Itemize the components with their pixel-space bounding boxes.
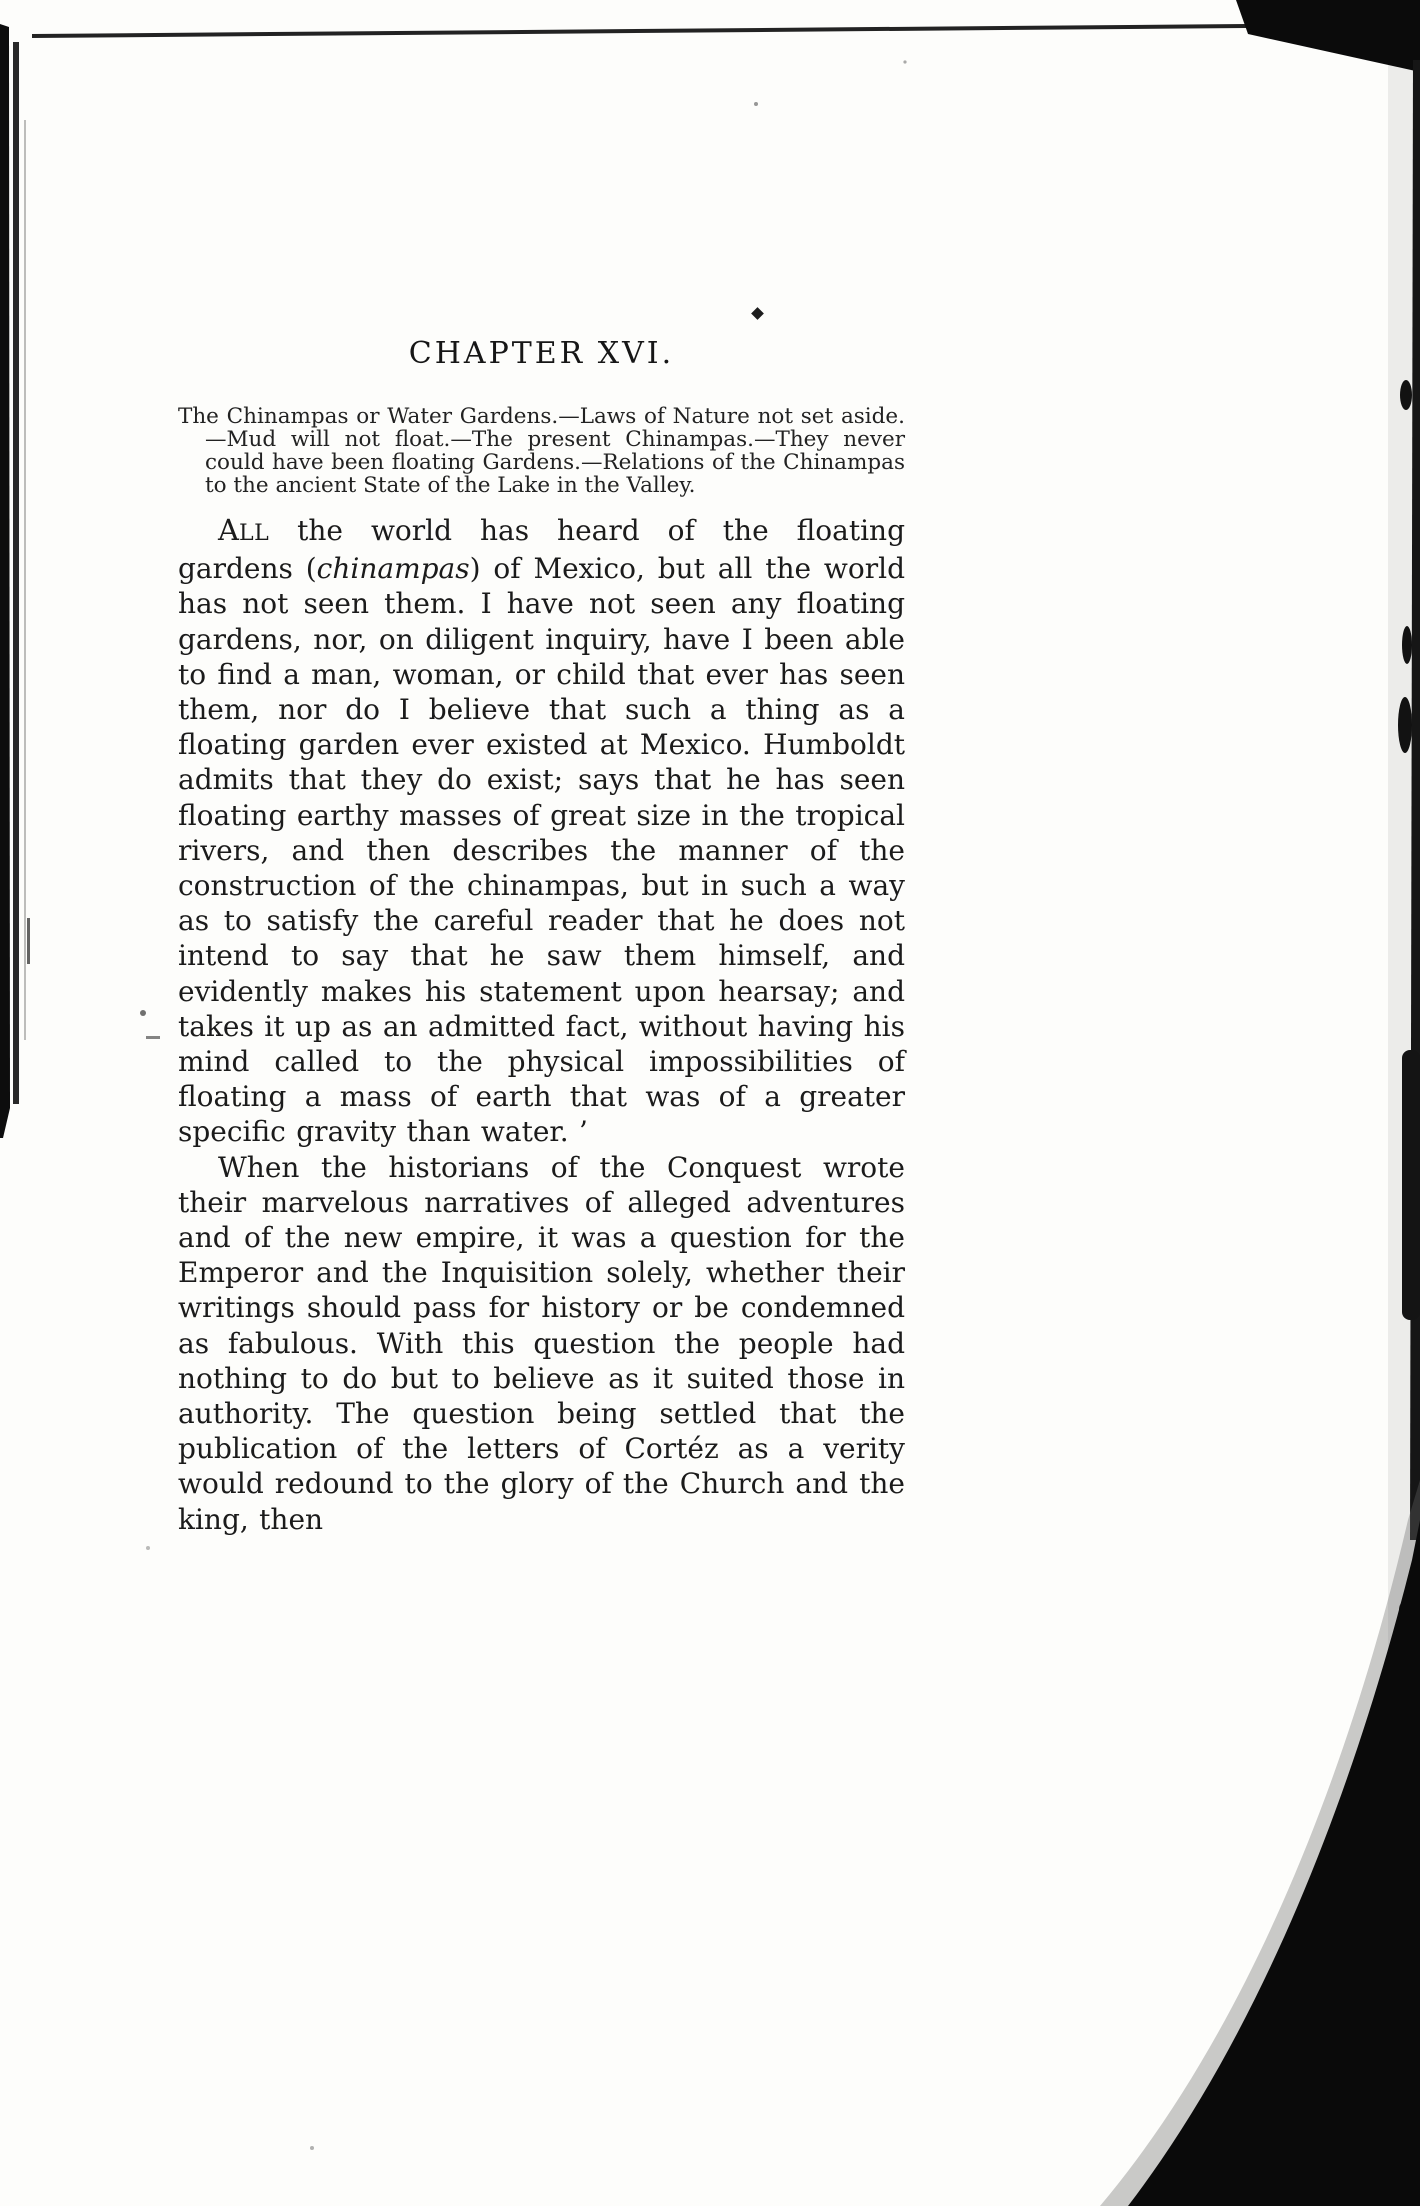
paragraph-1-text: the world has heard of the floating gardens ( bbox=[178, 514, 905, 586]
left-fold-line bbox=[24, 120, 26, 1040]
right-edge-streak bbox=[1402, 1050, 1420, 1320]
ink-diamond-mark bbox=[751, 307, 764, 320]
left-binding-band bbox=[0, 24, 10, 1138]
right-edge-blob bbox=[1402, 626, 1412, 664]
ink-speck bbox=[754, 102, 758, 106]
top-right-corner-artifact bbox=[1236, 0, 1420, 72]
bottom-right-corner-artifact bbox=[1128, 1520, 1420, 2206]
chapter-title: CHAPTER XVI. bbox=[408, 336, 675, 371]
page-content bbox=[178, 336, 905, 1537]
paragraph-1 bbox=[178, 513, 905, 1150]
ink-speck bbox=[146, 1546, 150, 1550]
ink-speck bbox=[310, 2146, 314, 2150]
left-binding-line bbox=[13, 42, 19, 1104]
bottom-right-penumbra bbox=[1100, 1480, 1420, 2206]
left-margin-tick bbox=[27, 918, 30, 964]
paragraph-1-text-continued: ) of Mexico, but all the world has not seen them. I have not seen any floating gardens, nor, on diligent inquiry, have I been able to find a man, woman, or child that ever has seen them, nor do I believe that such a thing as a floating garden ever existed at Mexico. Humboldt admits that they do exist; says that he has seen floating earthy masses of great size in the tropical rivers, and then describes the manner of the construction of the chinampas, but in such a way as to satisfy the careful reader that he does not intend to say that he saw them himself, and evidently makes his statement upon hearsay; and takes it up as an admitted fact, without having his mind called to the physical impossibilities of floating a mass of earth that was of a greater specific gravity than water. ’ bbox=[178, 552, 905, 1149]
top-edge-line bbox=[32, 24, 1246, 38]
right-edge-streak bbox=[1399, 1600, 1420, 1780]
right-edge-line bbox=[1410, 60, 1420, 1540]
ink-speck bbox=[140, 1010, 146, 1016]
right-edge-shading bbox=[1388, 0, 1420, 2206]
ink-speck bbox=[903, 60, 906, 63]
lead-smallcaps: LL bbox=[238, 521, 270, 546]
right-edge-blob bbox=[1400, 380, 1412, 410]
paragraph-2: When the historians of the Conquest wrote their marvelous narratives of alleged adventures and of the new empire, it was a question for the Emperor and the Inquisition solely, whether their writings should pass for history or be condemned as fabulous. With this question the people had nothing to do but to believe as it suited those in authority. The question being settled that the publication of the letters of Cortéz as a verity would redound to the glory of the Church and the king, then bbox=[178, 1150, 905, 1536]
ink-dash bbox=[146, 1036, 160, 1039]
chapter-summary: The Chinampas or Water Gardens.—Laws of Nature not set aside.—Mud will not float.—The present Chinampas.—They never could have been floating Gardens.—Relations of the Chinampas to the ancient State of the Lake in the Valley. bbox=[178, 404, 905, 498]
lead-capital: A bbox=[218, 513, 239, 547]
right-edge-blob bbox=[1398, 697, 1412, 753]
italic-word-chinampas: chinampas bbox=[316, 552, 470, 586]
